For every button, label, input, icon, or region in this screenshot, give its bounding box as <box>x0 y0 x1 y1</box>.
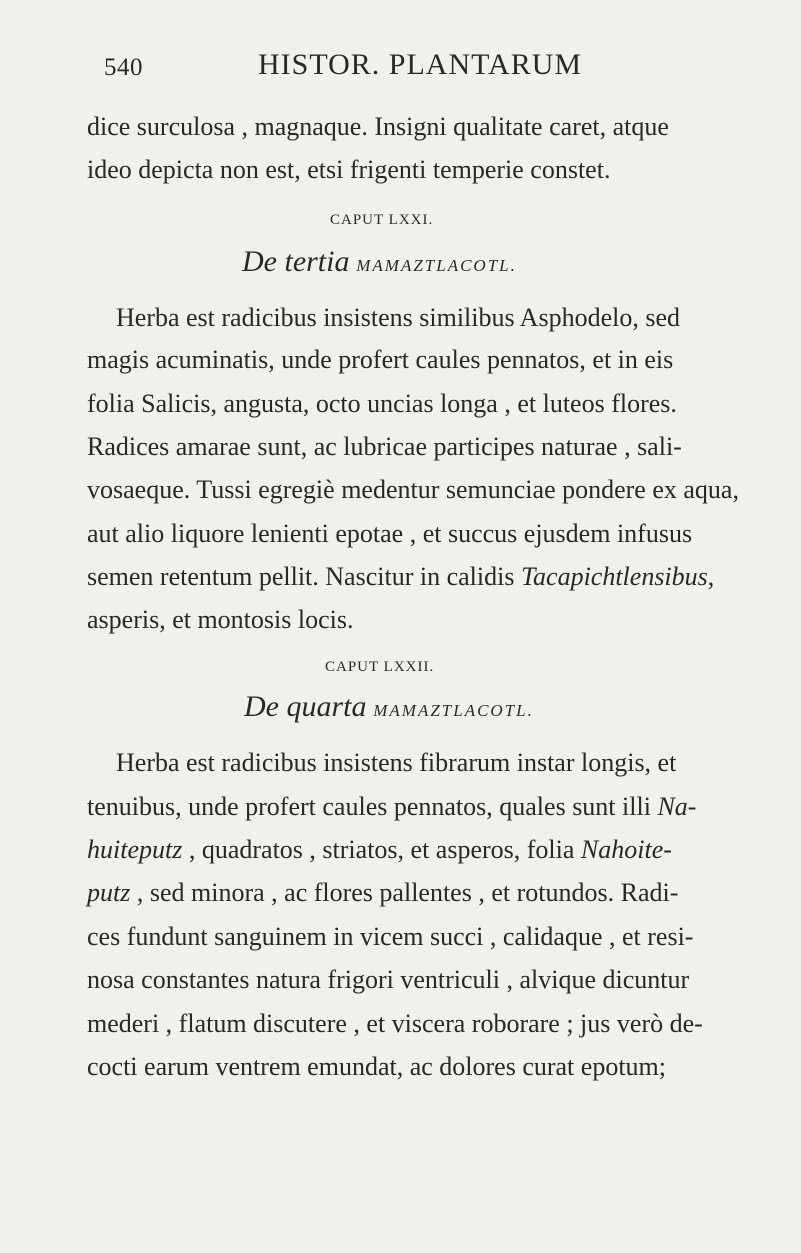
chapter-heading <box>244 690 534 724</box>
text-line: cocti earum ventrem emundat, ac dolores curat epotum; <box>87 1052 666 1081</box>
chapter-number: CAPUT LXXII. <box>325 659 435 675</box>
text-line <box>87 794 696 820</box>
italic-place-name: Tacapichtlensibus <box>520 562 708 591</box>
text-segment: , quadratos , striatos, et asperos, folia <box>182 835 581 864</box>
text-segment: tenuibus, unde profert caules pennatos, quales sunt illi <box>87 792 658 821</box>
italic-plant-name: huiteputz <box>87 835 183 864</box>
text-line: Radices amarae sunt, ac lubricae participes naturae , sali- <box>87 432 682 461</box>
text-line: asperis, et montosis locis. <box>87 605 354 634</box>
text-line: mederi , flatum discutere , et viscera roborare ; jus verò de- <box>87 1009 703 1038</box>
text-line <box>87 880 678 906</box>
text-line: ideo depicta non est, etsi frigenti temperie constet. <box>87 155 611 184</box>
italic-plant-name: Nahoite- <box>580 835 672 864</box>
italic-plant-name: Na- <box>657 792 697 821</box>
heading-prefix: De tertia <box>242 245 350 278</box>
heading-plant-name: MAMAZTLACOTL. <box>373 701 534 720</box>
text-line: nosa constantes natura frigori ventriculi , alvique dicuntur <box>87 965 690 994</box>
text-segment: , <box>707 562 715 591</box>
page-number: 540 <box>104 54 143 81</box>
text-line: Herba est radicibus insistens similibus Asphodelo, sed <box>116 303 681 332</box>
chapter-number: CAPUT LXXI. <box>330 212 434 228</box>
text-line: aut alio liquore lenienti epotae , et succus ejusdem infusus <box>87 519 693 548</box>
text-line: vosaeque. Tussi egregiè medentur semunciae pondere ex aqua, <box>87 475 739 504</box>
chapter-heading <box>242 245 517 279</box>
text-line: dice surculosa , magnaque. Insigni qualitate caret, atque <box>87 112 669 141</box>
text-line: Herba est radicibus insistens fibrarum instar longis, et <box>116 748 677 777</box>
heading-plant-name: MAMAZTLACOTL. <box>356 256 517 275</box>
text-line: folia Salicis, angusta, octo uncias longa , et luteos flores. <box>87 389 677 418</box>
text-line: magis acuminatis, unde profert caules pennatos, et in eis <box>87 345 674 374</box>
italic-plant-name: putz <box>87 878 131 907</box>
page-title: HISTOR. PLANTARUM <box>258 48 583 81</box>
heading-prefix: De quarta <box>244 690 367 723</box>
running-head <box>0 48 801 88</box>
text-line: ces fundunt sanguinem in vicem succi , calidaque , et resi- <box>87 922 694 951</box>
text-segment: semen retentum pellit. Nascitur in calidis <box>87 562 521 591</box>
text-segment: , sed minora , ac flores pallentes , et rotundos. Radi- <box>130 878 679 907</box>
text-line <box>87 837 672 863</box>
text-line <box>87 564 714 590</box>
